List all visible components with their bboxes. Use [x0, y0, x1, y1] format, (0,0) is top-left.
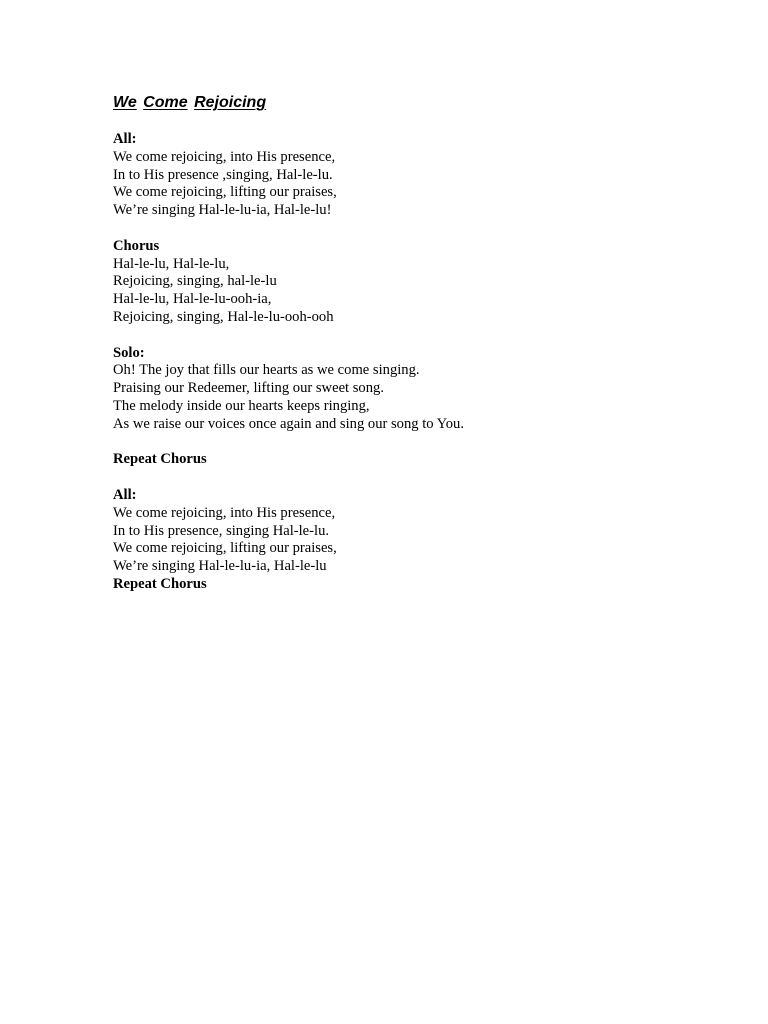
- lyric-line: We’re singing Hal-le-lu-ia, Hal-le-lu: [113, 558, 327, 575]
- lyric-line: As we raise our voices once again and sing our song to You.: [113, 415, 465, 432]
- verse-all-2: [113, 487, 713, 576]
- lyric-line: We come rejoicing, into His presence,: [113, 148, 336, 165]
- chorus: [113, 238, 713, 327]
- solo: [113, 345, 713, 434]
- lyric-line: In to His presence ,singing, Hal-le-lu.: [113, 166, 333, 183]
- lyric-line: We come rejoicing, lifting our praises,: [113, 184, 337, 201]
- repeat-chorus-1: [113, 451, 713, 469]
- lyric-line: Hal-le-lu, Hal-le-lu,: [113, 255, 230, 272]
- title-word: We: [113, 94, 137, 111]
- lyric-line: Rejoicing, singing, Hal-le-lu-ooh-ooh: [113, 308, 334, 325]
- section-heading: Solo:: [113, 344, 145, 361]
- verse-all-1: [113, 131, 713, 220]
- lyric-line: We come rejoicing, into His presence,: [113, 504, 336, 521]
- lyric-line: Hal-le-lu, Hal-le-lu-ooh-ia,: [113, 291, 272, 308]
- lyric-line: Rejoicing, singing, hal-le-lu: [113, 273, 277, 290]
- section-heading: Repeat Chorus: [113, 451, 207, 468]
- lyric-line: We come rejoicing, lifting our praises,: [113, 540, 337, 557]
- section-heading: Chorus: [113, 237, 160, 254]
- title-word: Rejoicing: [194, 94, 267, 111]
- lyric-line: We’re singing Hal-le-lu-ia, Hal-le-lu!: [113, 202, 332, 219]
- document-page: [113, 92, 713, 594]
- repeat-chorus-2: [113, 576, 713, 594]
- lyric-line: Oh! The joy that fills our hearts as we come singing.: [113, 362, 420, 379]
- title-word: Come: [143, 94, 188, 111]
- song-title: [113, 92, 713, 114]
- section-heading: Repeat Chorus: [113, 575, 207, 592]
- section-heading: All:: [113, 131, 137, 147]
- lyric-line: In to His presence, singing Hal-le-lu.: [113, 522, 330, 539]
- lyric-line: The melody inside our hearts keeps ringing,: [113, 397, 370, 414]
- lyric-line: Praising our Redeemer, lifting our sweet song.: [113, 380, 384, 397]
- section-heading: All:: [113, 486, 137, 503]
